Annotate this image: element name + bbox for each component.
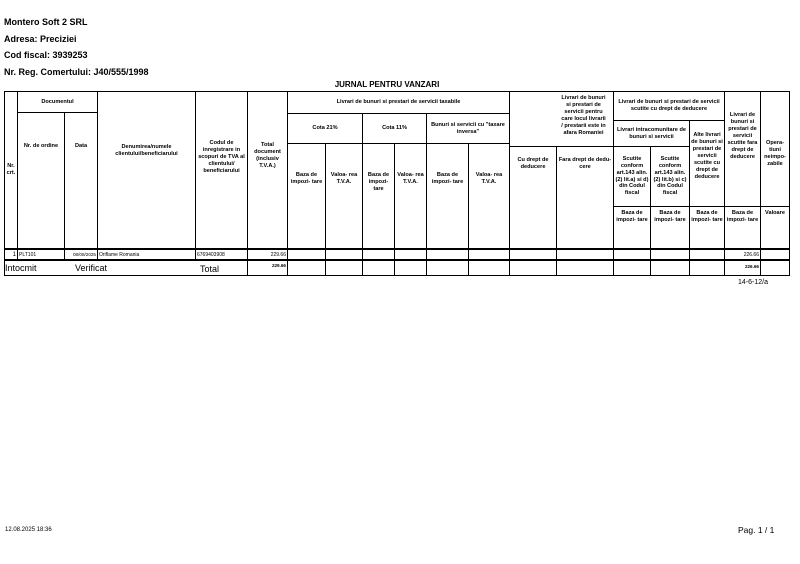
header-cota11: Cota 11% xyxy=(362,113,427,144)
header-alte-livrari: Alte livrari de bunuri si prestari de servicii scutite cu drept de deducere xyxy=(689,120,725,207)
header-baza-2: Baza de impozi- tare xyxy=(650,206,690,249)
header-scutite-b-c: Scutite conform art.143 alin.(2) lit.b) si c) din Codul fiscal xyxy=(650,146,690,207)
header-cota21: Cota 21% xyxy=(287,113,363,144)
header-livrari-intracom: Livrari intracomunitare de bunuri si servicii xyxy=(613,120,690,147)
header-valoare: Valoare xyxy=(760,206,790,249)
row-nr-crt: 1 xyxy=(12,251,16,258)
header-nr-ordine: Nr. de ordine xyxy=(17,112,65,249)
company-name: Montero Soft 2 SRL xyxy=(4,17,88,27)
header-baza-inversa: Baza de impozi- tare xyxy=(426,143,469,249)
header-documentul: Documentul xyxy=(17,91,98,113)
page-number: Pag. 1 / 1 xyxy=(738,525,775,535)
header-baza-3: Baza de impozi- tare xyxy=(689,206,725,249)
row-data: 08/08/2025 xyxy=(73,252,96,257)
header-client: Denumirea/numele clientului/beneficiarului xyxy=(97,91,196,249)
header-tva-cota21: Valoa- rea T.V.A. xyxy=(325,143,363,249)
company-reg-number: Nr. Reg. Comertului: J40/555/1998 xyxy=(4,67,149,77)
form-code: 14-6-12/a xyxy=(738,279,768,286)
total-label: Total xyxy=(200,264,220,274)
header-taxare-inversa: Bunuri si servicii cu "taxare inversa" xyxy=(426,113,510,144)
header-livrari-scutite-fara: Livrari de bunuri si prestari de servicii scutite fara drept de deducere xyxy=(724,91,761,207)
header-scutite-a-d: Scutite conform art.143 alin.(2) lit.a) si d) din Codul fiscal xyxy=(613,146,651,207)
header-operatiuni-neimpozabile: Opera- tiuni neimpo- zabile xyxy=(760,91,790,207)
total-doc-value: 229.66 xyxy=(271,263,286,268)
company-address: Adresa: Preciziei xyxy=(4,34,77,44)
header-baza-cota21: Baza de impozi- tare xyxy=(287,143,326,249)
header-baza-cota11: Baza de impozi- tare xyxy=(362,143,395,249)
intocmit-label: Intocmit xyxy=(5,263,37,273)
company-fiscal-code: Cod fiscal: 3939253 xyxy=(4,50,88,60)
row-total-doc: 229.66 xyxy=(270,251,286,258)
print-timestamp: 12.08.2025 18:36 xyxy=(5,527,52,533)
header-livrari-scutite-cu-drept: Livrari de bunuri si prestari de servicii scutite cu drept de deducere xyxy=(613,91,725,121)
row-client: Oriflame Romania xyxy=(99,251,140,258)
header-nr-crt: Nr. crt. xyxy=(4,91,18,249)
header-baza-1: Baza de impozi- tare xyxy=(613,206,651,249)
report-title: JURNAL PENTRU VANZARI xyxy=(334,80,440,89)
header-livrari-afara: Livrari de bunuri si prestari de servicii pentru care locul livrarii / prestarii este in afara Romaniei xyxy=(509,91,614,147)
header-data: Data xyxy=(64,112,98,249)
header-total-doc: Total document (inclusiv T.V.A.) xyxy=(247,91,288,249)
verificat-label: Verificat xyxy=(75,263,108,273)
header-cod-tva: Codul de inregistrare in scopuri de TVA al clientului/ beneficiarului xyxy=(195,91,248,249)
total-scutite-fara-drept: 226.66 xyxy=(744,264,759,269)
separator-line xyxy=(4,275,790,276)
row-nr-ordine: PLT101 xyxy=(19,251,37,258)
header-cu-drept: Cu drept de deducere xyxy=(509,146,557,249)
header-tva-inversa: Valoa- rea T.V.A. xyxy=(468,143,510,249)
header-tva-cota11: Valoa- rea T.V.A. xyxy=(394,143,427,249)
header-fara-drept: Fara drept de dedu- cere xyxy=(556,146,614,249)
header-baza-4: Baza de impozi- tare xyxy=(724,206,761,249)
header-livrari-taxabile: Livrari de bunuri si prestari de servicii taxabile xyxy=(287,91,510,114)
row-cod-tva: 6769403908 xyxy=(197,251,225,258)
row-scutite-fara-drept: 226.66 xyxy=(743,251,759,258)
